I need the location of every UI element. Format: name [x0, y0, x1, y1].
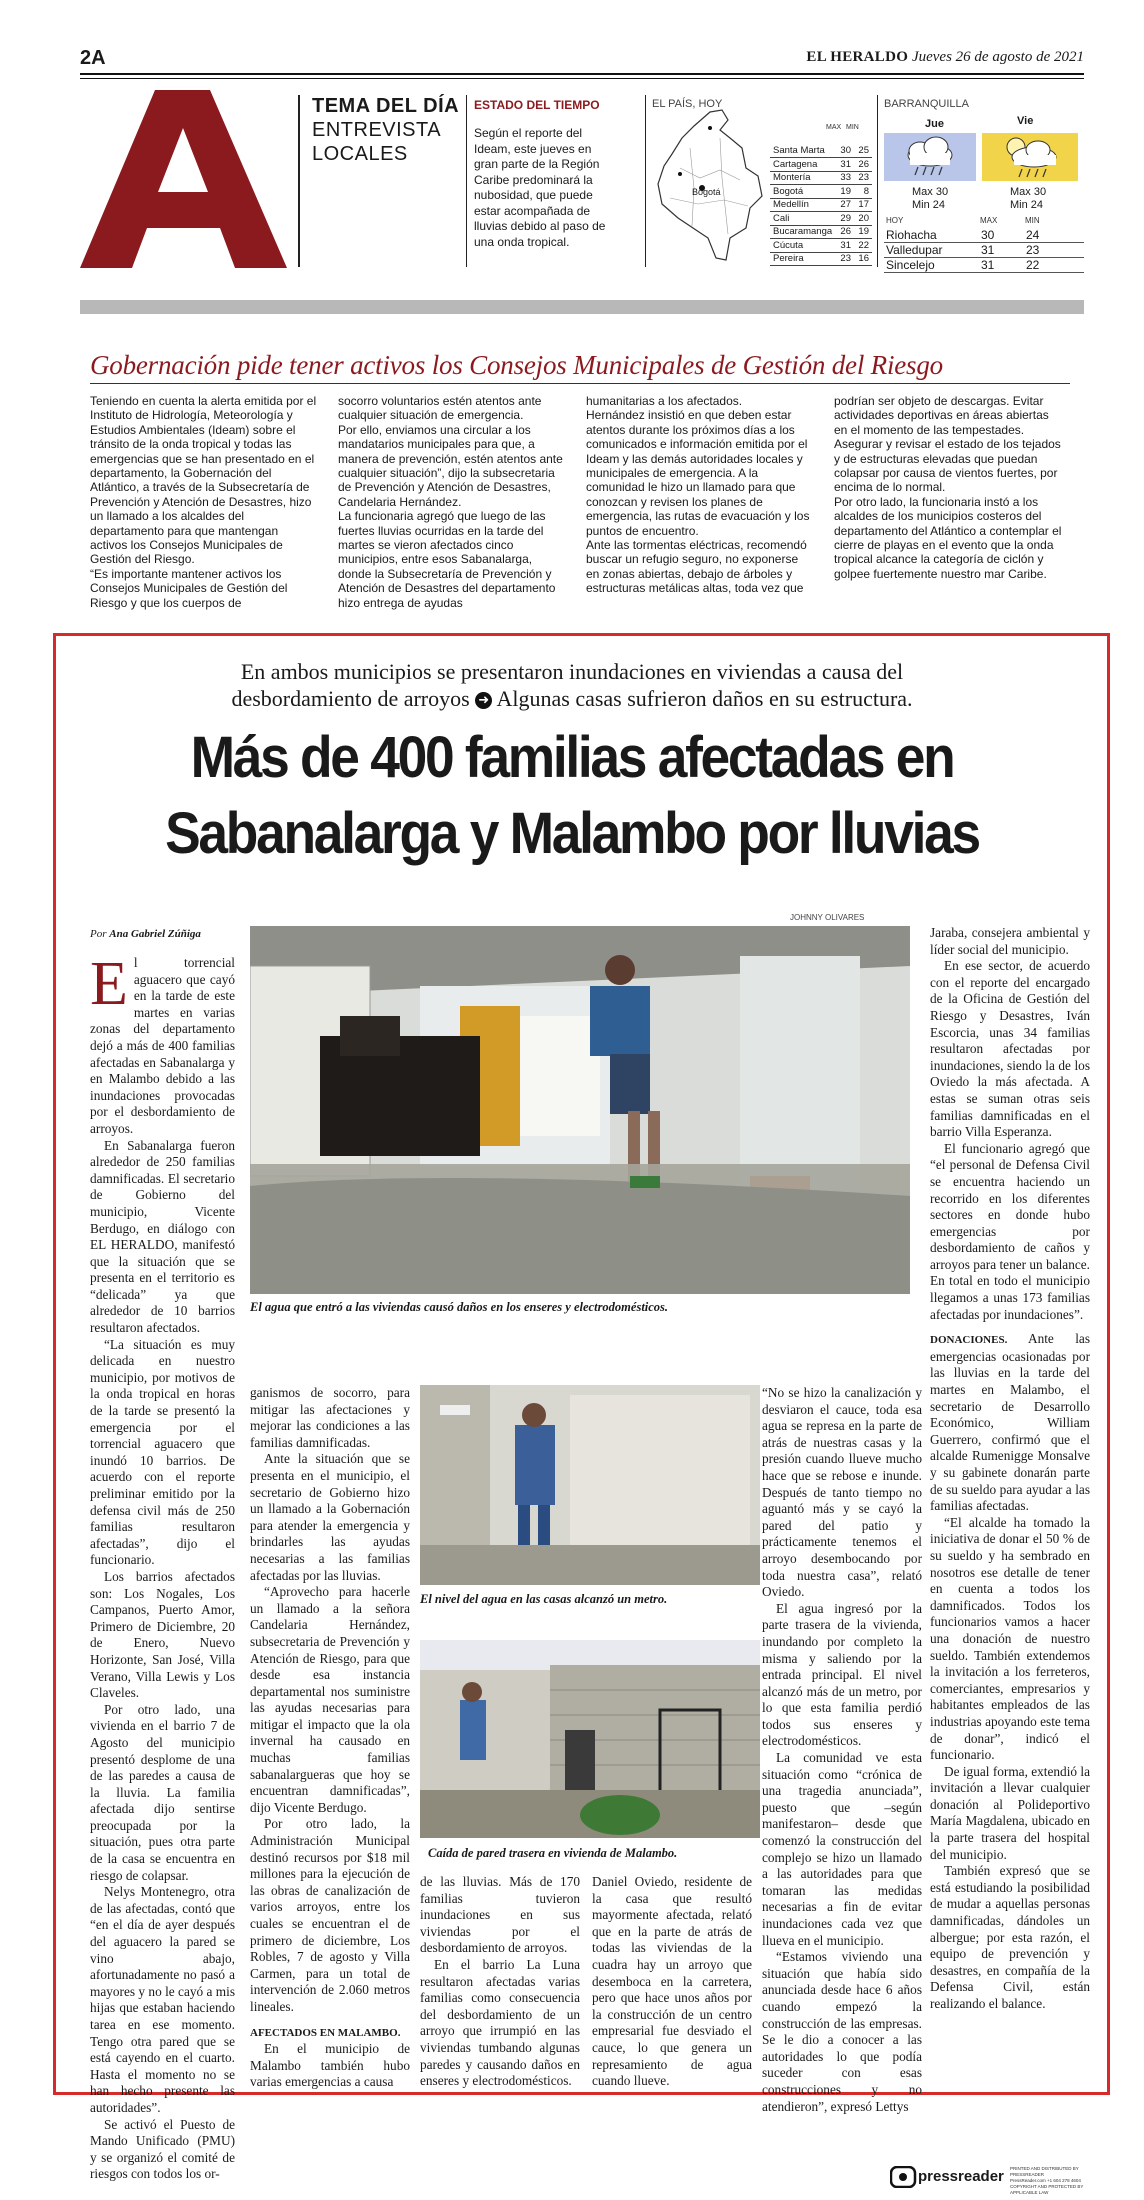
city-min: 17: [854, 198, 872, 212]
city-min: 23: [854, 171, 872, 185]
local-city-max: 31: [979, 258, 1024, 273]
colombia-map: [650, 108, 770, 268]
local-city-min: 23: [1024, 243, 1084, 258]
city-min: 8: [854, 185, 872, 199]
local-city-row: [884, 228, 1084, 243]
col1-paragraph-7: Se activó el Puesto de Mando Unificado (PMU) y se organizó el comité de riesgos con todos los or-: [90, 2116, 235, 2182]
col2-paragraph-3: “Aprovecho para hacerle un llamado a la señora Candelaria Hernández, subsecretaria de Prevención y Atención de Riesgo, para que desde esa instancia departamental nos suministre las ayudas necesarias para mitigar el impacto que la ola invernal ha causado en muchas familias sabanalargueras que hoy se encuentran damnificadas”, dijo Vicente Berdugo.: [250, 1584, 410, 1815]
weather-text: Según el reporte del Ideam, este jueves en gran parte de la Región Caribe predominará la nubosidad, que puede estar acompañada de lluvias debido al paso de una onda tropical.: [474, 126, 606, 249]
city-max: 19: [836, 185, 854, 199]
col5-paragraph-4: Ante las emergencias ocasionadas por las lluvias en la tarde del martes en Malambo, el secretario de Desarrollo Económico, William Guerrero, confirmó que el alcalde Rumenigge Monsalve y su gabinete donarán parte de su sueldo para ayudar a las familias afectadas.: [930, 1331, 1090, 1514]
day2-min: Min 24: [1010, 199, 1044, 211]
map-city-label: Bogotá: [692, 187, 721, 197]
city-max: 29: [836, 212, 854, 226]
local-table: [884, 228, 1084, 273]
top-headline: Gobernación pide tener activos los Consejos Municipales de Gestión del Riesgo: [90, 350, 943, 380]
city-min: 19: [854, 225, 872, 239]
col1-paragraph-2: En Sabanalarga fueron alrededor de 250 familias damnificadas. El secretario de Gobierno del municipio, Vicente Berdugo, en diálogo con EL HERALDO, manifestó que la situación que se presenta en el territorio es “delicada” ya que alrededor de 10 barrios resultaron afectados.: [90, 1137, 235, 1336]
city-row: [770, 144, 872, 158]
col5-paragraph-6: De igual forma, extendió la invitación a llevar cualquier donación al Polideportivo María Magdalena, ubicado en la parte trasera del hospital del municipio.: [930, 1763, 1090, 1862]
city-row: [770, 239, 872, 253]
city-row: [770, 212, 872, 226]
deck-line-1: En ambos municipios se presentaron inundaciones en viviendas a causa del: [240, 659, 904, 684]
city-name: Bucaramanga: [770, 225, 836, 239]
local-city-name: Valledupar: [884, 243, 979, 258]
grey-band: [80, 300, 1084, 314]
weather-divider-3: [877, 95, 878, 267]
day1-max: Max 30: [912, 186, 949, 198]
city-min: 26: [854, 158, 872, 172]
city-name: Cali: [770, 212, 836, 226]
city-max: 30: [836, 144, 854, 158]
arrow-circle-icon: ➜: [475, 692, 492, 709]
deck-line-2a: desbordamiento de arroyos: [231, 686, 470, 711]
local-city-row: [884, 243, 1084, 258]
city-min: 22: [854, 239, 872, 253]
paper-name: EL HERALDO: [806, 49, 909, 65]
cities-col-max: MAX: [826, 124, 842, 131]
col1-paragraph-3: “La situación es muy delicada en nuestro municipio, por motivos de la onda tropical en horas de la tarde se presentó la emergencia por el torrencial aguacero que inundó 10 barrios. De acuerdo con el reporte preliminar emitido por la defensa civil más de 250 familias resultaron afectadas”, dijo el funcionario.: [90, 1336, 235, 1568]
city-name: Santa Marta: [770, 144, 836, 158]
masthead-date-line: [806, 49, 1084, 66]
pressreader-notice: [1010, 2166, 1090, 2196]
caption-2: El nivel del agua en las casas alcanzó un metro.: [420, 1592, 668, 1606]
col2-paragraph-4: Por otro lado, la Administración Municipal destinó recursos por $18 mil millones para la ejecución de las obras de canalización de varios arroyos, entre los cuales se encuentran el de primero de diciembre, Los Robles, 7 de agosto y Villa Carmen, para un total de intervención de 2.060 metros lineales.: [250, 1816, 410, 2014]
col4-paragraph-4: “Estamos viviendo una situación que había sido anunciada desde hace 6 años cuando empezó la construcción de las empresas. Se le dio a conocer a las autoridades lo que podía suceder con esas construcciones y no atendieron”, expresó Lettys: [762, 1949, 922, 2114]
sun-rain-cloud-icon: [982, 133, 1078, 181]
weather-divider-1: [466, 95, 467, 267]
headline-line-1: Más de 400 familias afectadas en: [190, 725, 954, 790]
city-max: 33: [836, 171, 854, 185]
col5-paragraph-3: El funcionario agregó que “el personal de Defensa Civil se encuentra haciendo un recorrido en los diferentes sectores en donde hubo emergencias por desbordamiento de caños y arroyos para tener un balance. En total en todo el municipio llegamos a unas 173 familias afectadas por inundaciones”.: [930, 1140, 1090, 1322]
col5-paragraph-1: Jaraba, consejera ambiental y líder social del municipio.: [930, 925, 1090, 957]
city-max: 23: [836, 252, 854, 266]
top-col-4: podrían ser objeto de descargas. Evitar actividades deportivas en áreas abiertas en el momento de las tempestades. Asegurar y revisar el estado de los tejados y de estructuras elevadas que puedan colapsar por causa de vientos fuertes, por encima de lo normal. Por otro lado, la funcionaria instó a los alcaldes de los municipios costeros del departamento del Atlántico a contemplar el cierre de playas en el evento que la onda tropical alcance la categoría de ciclón y golpee fuertemente nuestro mar Caribe.: [834, 394, 1062, 581]
col2-paragraph-5: En el municipio de Malambo también hubo varias emergencias a causa: [250, 2041, 410, 2090]
byline-name: Ana Gabriel Zúñiga: [109, 928, 201, 940]
col1-paragraph-4: Los barrios afectados son: Los Nogales, Los Campanos, Puerto Amor, Primero de Diciembre, 20 de Enero, Nuevo Horizonte, San José, Villa Verano, Villa Lewis y Los Claveles.: [90, 1568, 235, 1701]
photo-credit: JOHNNY OLIVARES: [790, 913, 865, 922]
byline-prefix: Por: [90, 928, 107, 940]
main-col-3: [420, 1874, 580, 2090]
day2-name: Vie: [1017, 115, 1034, 127]
city-min: 25: [854, 144, 872, 158]
deck-line-2: [120, 685, 1024, 712]
day2-sky: [982, 133, 1078, 181]
city-max: 26: [836, 225, 854, 239]
city-row: [770, 171, 872, 185]
city-name: Pereira: [770, 252, 836, 266]
section-letter-logo: [75, 90, 290, 270]
local-city-max: 31: [979, 243, 1024, 258]
top-col-2: socorro voluntarios estén atentos ante cualquier situación de emergencia. Por ello, enviamos una circular a los mandatarios municipales para que, a manera de prevención, estén atentos ante cualquier situación”, dijo la subsecretaria de Prevención y Atención de Desastres, Candelaria Hernández. La funcionaria agregó que luego de las fuertes lluvias ocurridas en la tarde del martes se vieron afectados cinco municipios, entre esos Sabanalarga, donde la Subsecretaría de Prevención y Atención de Desastres del departamento hizo entrega de ayudas: [338, 394, 563, 610]
top-col-3: humanitarias a los afectados. Hernández insistió en que deben estar atentos durante los próximos días a los comunicados e información emitida por el Ideam y las demás autoridades locales y municipales de emergencia. A la comunidad le hizo un llamado para que conozcan y revisen los planes de emergencia, las rutas de evacuación y los puntos de encuentro. Ante las tormentas eléctricas, recomendó buscar un refugio seguro, no exponerse en zonas abiertas, debajo de árboles y estructuras metálicas altas, toda vez que: [586, 394, 810, 596]
weather-divider-2: [645, 95, 646, 267]
col4-paragraph-1: Daniel Oviedo, residente de la casa que resultó mayormente afectada, relató que en la parte de atrás de todas las viviendas de la cuadra hay un arroyo que desemboca en la carretera, pero que hace unos años por la construcción de un centro empresarial fue desviado el cauce, lo que genera un represamiento de agua cuando llueve.: [592, 1874, 752, 2089]
col2-paragraph-2: Ante la situación que se presenta en el municipio, el secretario de Gobierno hizo un llamado a la Gobernación para atender la emergencia y brindarles las ayudas necesarias a las familias afectadas por las lluvias.: [250, 1451, 410, 1583]
caption-3: Caída de pared trasera en vivienda de Malambo.: [428, 1846, 678, 1860]
day1-min: Min 24: [912, 199, 946, 211]
col5-paragraph-7: También expresó que se está estudiando la posibilidad de mudar a aquellas personas damnificadas, dándoles un albergue; por esta razón, el equipo de prevención y desastres, en compañía de la Defensa Civil, están realizando el balance.: [930, 1863, 1090, 2011]
caption-1: El agua que entró a las viviendas causó daños en los enseres y electrodomésticos.: [250, 1300, 669, 1314]
local-city-name: Sincelejo: [884, 258, 979, 273]
col4-paragraph-2: El agua ingresó por la parte trasera de la vivienda, inundando por completo la misma y saliendo por la entrada principal. El nivel alcanzó más de un metro, por lo que esta familia perdió todos sus enseres y electrodomésticos.: [762, 1600, 922, 1749]
local-city-name: Riohacha: [884, 228, 979, 243]
section-sub2: LOCALES: [312, 143, 408, 165]
header-rule: [80, 73, 1084, 75]
local-city-max: 30: [979, 228, 1024, 243]
city-min: 16: [854, 252, 872, 266]
city-row: [770, 198, 872, 212]
col5-subhead: DONACIONES.: [930, 1334, 1008, 1347]
col2-subhead: AFECTADOS EN MALAMBO.: [250, 2026, 401, 2039]
hoy-label: HOY: [886, 216, 904, 225]
cities-table: [770, 144, 872, 266]
top-headline-rule: [90, 383, 1070, 384]
main-col-4: [762, 1385, 922, 2115]
weather-label: ESTADO DEL TIEMPO: [474, 98, 600, 112]
main-headline: [119, 720, 1024, 872]
city-max: 27: [836, 198, 854, 212]
main-col-2: [250, 1385, 410, 2091]
city-max: 31: [836, 239, 854, 253]
city-name: Montería: [770, 171, 836, 185]
lead-paragraph: l torrencial aguacero que cayó en la tarde de este martes en varias zonas del departamento dejó a más de 400 familias afectadas en Sabanalarga y en Malambo debido a las inundaciones provocadas por el desbordamiento de arroyos.: [90, 955, 235, 1136]
col1-paragraph-5: Por otro lado, una vivienda en el barrio 7 de Agosto del municipio presentó desplome de una de las paredes a causa de la lluvia. La familia afectada dijo sentirse preocupada por la situación, pues otra parte de la casa se encuentra en riesgo de colapsar.: [90, 1701, 235, 1883]
page-number: 2A: [80, 47, 106, 69]
city-row: [770, 225, 872, 239]
section-divider: [298, 95, 300, 267]
collapsed-wall-photo: [420, 1640, 760, 1838]
footer-line-3: COPYRIGHT AND PROTECTED BY APPLICABLE LAW: [1010, 2184, 1084, 2195]
col2-paragraph-1: ganismos de socorro, para mitigar las afectaciones y mejorar las condiciones a las familias damnificadas.: [250, 1385, 410, 1450]
city-label: BARRANQUILLA: [884, 98, 969, 110]
issue-date: Jueves 26 de agosto de 2021: [911, 49, 1084, 65]
main-col-1: [90, 950, 235, 2183]
col5-paragraph-2: En ese sector, de acuerdo con el reporte del encargado de la Oficina de Gestión del Riesgo y Desastres, Iván Escorcia, unas 34 familias resultaron afectadas por inundaciones, siendo la de los Oviedo la más afectada. A estas se suman otras seis familias damnificadas en el barrio Villa Esperanza.: [930, 958, 1090, 1140]
city-min: 20: [854, 212, 872, 226]
section-title: TEMA DEL DÍA: [312, 95, 460, 117]
cities-col-min: MIN: [846, 124, 859, 131]
city-row: [770, 185, 872, 199]
city-name: Medellín: [770, 198, 836, 212]
headline-line-2: Sabanalarga y Malambo por lluvias: [165, 801, 979, 866]
col1-paragraph-6: Nelys Montenegro, otra de las afectadas, contó que “en el día de ayer después del aguacero la pared se vino abajo, afortunadamente no pasó a mayores y no le cayó a mis hijas que estaban haciendo tarea en ese momento. Tengo otra pared que se está cayendo en el cuarto. Hasta el momento no se han hecho presente las autoridades”.: [90, 1884, 235, 2115]
col4-paragraph-3: La comunidad ve esta situación como “crónica de una tragedia anunciada”, puesto que –según manifestaron– desde que comenzó la construcción del complejo se hizo un llamado a las autoridades para que tomaran las medidas necesarias a fin de evitar inundaciones cada vez que llueva en el municipio.: [762, 1750, 922, 1948]
local-min-label: MIN: [1025, 216, 1040, 225]
header-rule-thin: [80, 78, 1084, 79]
footer-line-2: PressReader.com +1 604 278 4604: [1010, 2178, 1081, 2183]
col4-quote-1: “No se hizo la canalización y desviaron el cauce, toda esa agua se represa en la parte de atrás de nuestras casas y la presión cuando llueve mucho hace que se rebose e inunde. Después de tanto tiempo no aguantó más y se cayó la pared del patio y prácticamente tenemos el arroyo desembocando por toda nuestra casa”, relató Oviedo.: [762, 1385, 922, 1600]
pressreader-brand: pressreader: [918, 2168, 1004, 2185]
country-label: EL PAÍS, HOY: [652, 98, 723, 110]
main-col-5: [930, 925, 1090, 2013]
col3-paragraph-2: En el barrio La Luna resultaron afectadas varias familias como consecuencia del desbordamiento de un arroyo que irrumpió en las viviendas tumbando algunas paredes y causando daños en enseres y electrodomésticos.: [420, 1956, 580, 2089]
byline: [90, 928, 201, 940]
local-city-min: 24: [1024, 228, 1084, 243]
section-sub1: ENTREVISTA: [312, 119, 442, 141]
day2-max: Max 30: [1010, 186, 1047, 198]
col5-paragraph-5: “El alcalde ha tomado la iniciativa de donar el 50 % de su sueldo y ha sembrado en nosotros ese detalle de tener en cuenta a todos los damnificados. Todos los funcionarios vamos a hacer una donación de nuestro sueldo. También extendemos la invitación a los ferreteros, comerciantes, empresarios y habitantes empleados de las industrias apoyando este tema de donar”, indicó el funcionario.: [930, 1514, 1090, 1763]
deck-line-2b: Algunas casas sufrieron daños en su estructura.: [496, 686, 913, 711]
city-name: Cartagena: [770, 158, 836, 172]
pressreader-logo-icon: [890, 2166, 920, 2188]
col3-paragraph-1: de las lluvias. Más de 170 familias tuvieron inundaciones en sus viviendas por el desbordamiento de arroyos.: [420, 1874, 580, 1956]
city-max: 31: [836, 158, 854, 172]
flooded-room-photo: [250, 926, 910, 1294]
top-col-1: Teniendo en cuenta la alerta emitida por el Instituto de Hidrología, Meteorología y Estudios Ambientales (Ideam) sobre el tránsito de la onda tropical y todas las emergencias que se han presentado en el departamento, la Gobernación del Atlántico, a través de la Subsecretaría de Prevención y Atención de Desastres, hizo un llamado a los alcaldes del departamento para que mantengan activos los Consejos Municipales de Gestión del Riesgo. “Es importante mantener activos los Consejos Municipales de Gestión del Riesgo y que los cuerpos de: [90, 394, 317, 610]
main-deck: [120, 658, 1024, 712]
city-row: [770, 252, 872, 266]
local-city-row: [884, 258, 1084, 273]
footer-line-1: PRINTED AND DISTRIBUTED BY PRESSREADER: [1010, 2166, 1079, 2177]
drop-cap: E: [90, 950, 128, 1018]
local-city-min: 22: [1024, 258, 1084, 273]
city-name: Cúcuta: [770, 239, 836, 253]
day1-sky: [884, 133, 976, 181]
city-row: [770, 158, 872, 172]
day1-name: Jue: [925, 118, 944, 130]
water-level-photo: [420, 1385, 760, 1585]
city-name: Bogotá: [770, 185, 836, 199]
local-max-label: MAX: [980, 216, 998, 225]
main-col-4-bottom: [592, 1874, 752, 2090]
rain-cloud-icon: [884, 133, 976, 181]
